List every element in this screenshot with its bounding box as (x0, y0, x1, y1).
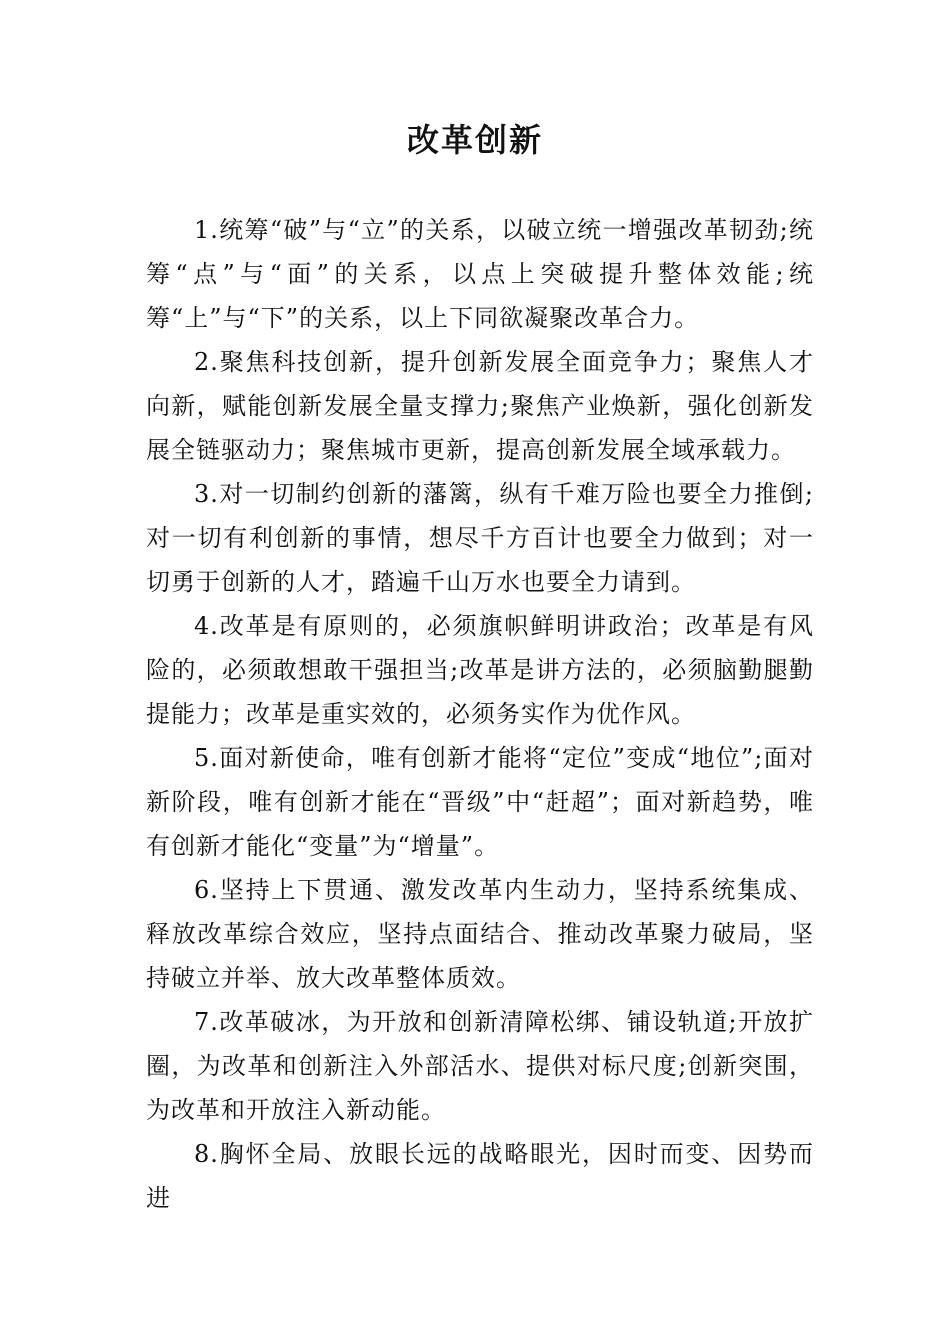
paragraph: 3.对一切制约创新的藩篱，纵有千难万险也要全力推倒;对一切有利创新的事情，想尽千方百计也要全力做到；对一切勇于创新的人才，踏遍千山万水也要全力请到。 (146, 480, 814, 596)
paragraph: 8.胸怀全局、放眼长远的战略眼光，因时而变、因势而进 (146, 1140, 814, 1212)
paragraph: 2.聚焦科技创新，提升创新发展全面竞争力；聚焦人才向新，赋能创新发展全量支撑力;聚焦产业焕新，强化创新发展全链驱动力；聚焦城市更新，提高创新发展全域承载力。 (146, 348, 814, 464)
paragraph: 7.改革破冰，为开放和创新清障松绑、铺设轨道;开放扩圈，为改革和创新注入外部活水、提供对标尺度;创新突围，为改革和开放注入新动能。 (146, 1008, 814, 1124)
paragraph: 1.统筹“破”与“立”的关系，以破立统一增强改革韧劲;统筹“点”与“面”的关系，以点上突破提升整体效能;统筹“上”与“下”的关系，以上下同欲凝聚改革合力。 (146, 216, 814, 332)
document-body (146, 208, 814, 1220)
paragraph: 5.面对新使命，唯有创新才能将“定位”变成“地位”;面对新阶段，唯有创新才能在“晋级”中“赶超”；面对新趋势，唯有创新才能化“变量”为“增量”。 (146, 744, 814, 860)
document-title: 改革创新 (406, 121, 543, 159)
paragraph: 6.坚持上下贯通、激发改革内生动力，坚持系统集成、释放改革综合效应，坚持点面结合、推动改革聚力破局，坚持破立并举、放大改革整体质效。 (146, 876, 814, 992)
paragraph: 4.改革是有原则的，必须旗帜鲜明讲政治；改革是有风险的，必须敢想敢干强担当;改革是讲方法的，必须脑勤腿勤提能力；改革是重实效的，必须务实作为优作风。 (146, 612, 814, 728)
